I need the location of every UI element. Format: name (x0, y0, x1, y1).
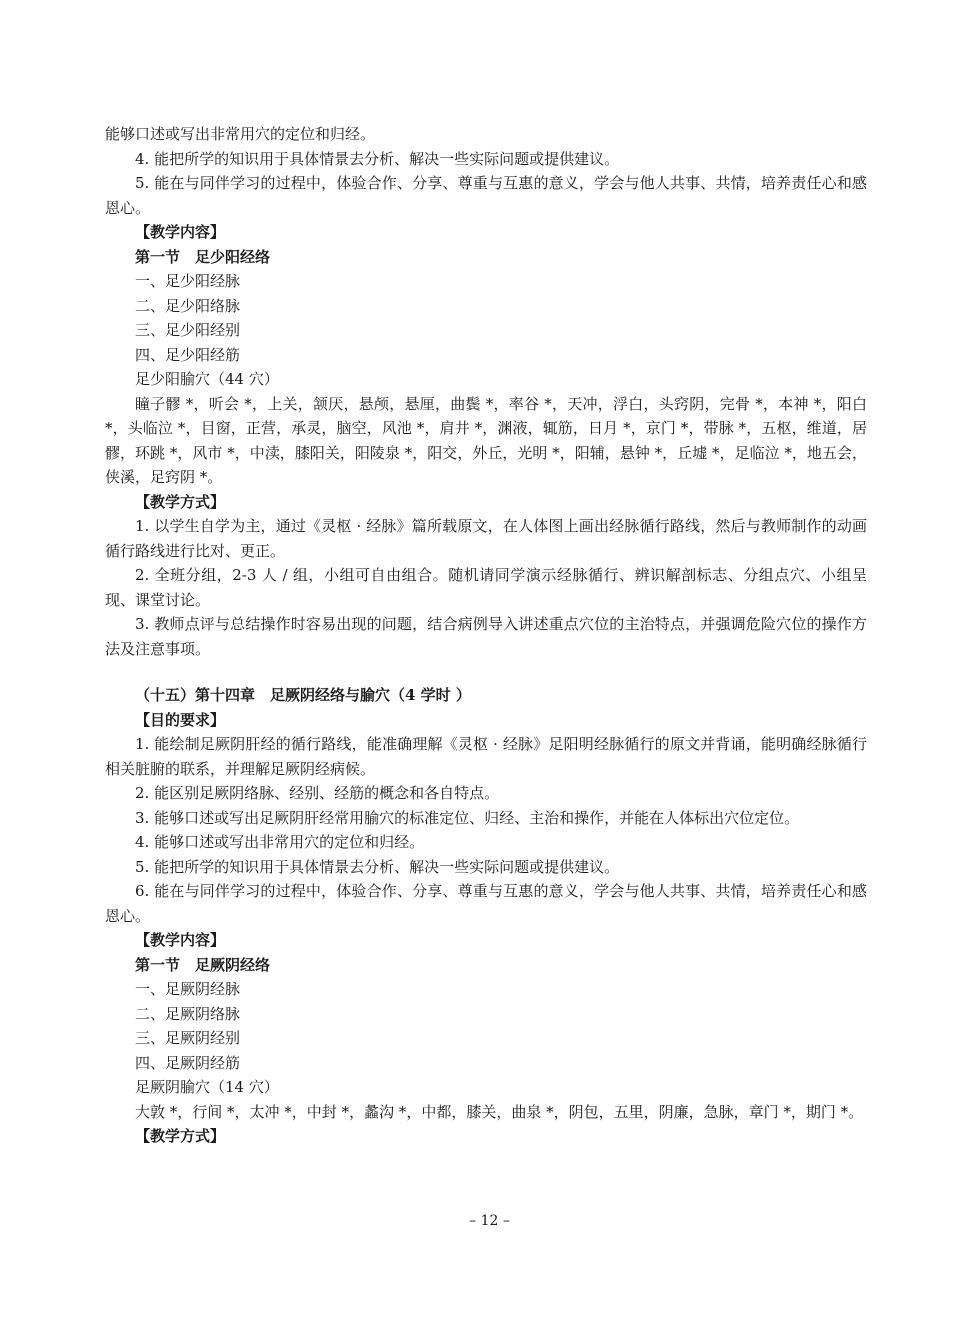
page-number: – 12 – (469, 1213, 510, 1229)
subsection-divergent: 三、足厥阴经别 (135, 1029, 241, 1047)
acupoints-title: 足厥阴腧穴（14 穴） (135, 1078, 279, 1096)
aim-item-5: 5. 能在与同伴学习的过程中，体验合作、分享、尊重与互惠的意义，学会与他人共事、共情，培养责任心和感恩心。 (105, 174, 867, 217)
subsection-collateral: 二、足少阳络脉 (135, 296, 241, 315)
subsection-sinew: 四、足少阳经筋 (135, 345, 241, 364)
content-heading: 【教学内容】 (135, 931, 226, 949)
subsection-collateral: 二、足厥阴络脉 (135, 1004, 241, 1023)
method-heading: 【教学方式】 (135, 1127, 226, 1145)
aim-item-4: 4. 能够口述或写出非常用穴的定位和归经。 (135, 833, 425, 851)
aim-item-4: 4. 能把所学的知识用于具体情景去分析、解决一些实际问题或提供建议。 (135, 149, 620, 168)
chapter-title: （十五）第十四章 足厥阴经络与腧穴（4 学时 ） (135, 686, 471, 704)
subsection-meridian: 一、足厥阴经脉 (135, 980, 241, 998)
aim-item-1: 1. 能绘制足厥阴肝经的循行路线，能准确理解《灵枢 · 经脉》足阳明经脉循行的原文并背诵，能明确经脉循行相关脏腑的联系，并理解足厥阴经病候。 (105, 735, 867, 778)
acupoints-list: 大敦 *，行间 *，太冲 *，中封 *，蠡沟 *，中都，膝关，曲泉 *，阴包，五里，阴廉，急脉，章门 *，期门 *。 (135, 1102, 864, 1121)
subsection-meridian: 一、足少阳经脉 (135, 272, 241, 290)
aim-item-2: 2. 能区别足厥阴络脉、经别、经筋的概念和各自特点。 (135, 784, 500, 802)
aim-item-3: 3. 能够口述或写出足厥阴肝经常用腧穴的标准定位、归经、主治和操作，并能在人体标出穴位定位。 (135, 808, 800, 827)
acupoints-title: 足少阳腧穴（44 穴） (135, 370, 279, 388)
aim-item-6: 6. 能在与同伴学习的过程中，体验合作、分享、尊重与互惠的意义，学会与他人共事、共情，培养责任心和感恩心。 (105, 882, 867, 925)
content-heading: 【教学内容】 (135, 223, 226, 241)
section-title: 第一节 足少阳经络 (135, 247, 271, 266)
method-item-1: 1. 以学生自学为主，通过《灵枢 · 经脉》篇所载原文，在人体图上画出经脉循行路线，然后与教师制作的动画循行路线进行比对、更正。 (105, 517, 867, 560)
method-item-3: 3. 教师点评与总结操作时容易出现的问题，结合病例导入讲述重点穴位的主治特点，并强调危险穴位的操作方法及注意事项。 (105, 615, 867, 658)
continued-line: 能够口述或写出非常用穴的定位和归经。 (105, 125, 376, 143)
subsection-divergent: 三、足少阳经别 (135, 321, 241, 339)
document-body (105, 122, 867, 1149)
aim-item-5: 5. 能把所学的知识用于具体情景去分析、解决一些实际问题或提供建议。 (135, 857, 620, 876)
acupoints-list: 瞳子髎 *，听会 *，上关，颔厌，悬颅，悬厘，曲鬓 *，率谷 *，天冲，浮白，头窍阴，完骨 *，本神 *，阳白 *，头临泣 *，目窗，正营，承灵，脑空，风池 *，肩井 *，渊液，辄筋，日月 *，京门 *，带脉 *，五枢，维道，居髎，环跳 *，风市 *，中渎，膝阳关，阳陵泉 *，阳交，外丘，光明 *，阳辅，悬钟 *，丘墟 *，足临泣 *，地五会，侠溪，足窍阴 *。 (105, 394, 867, 486)
section-title: 第一节 足厥阴经络 (135, 955, 271, 974)
subsection-sinew: 四、足厥阴经筋 (135, 1053, 241, 1072)
aim-heading: 【目的要求】 (135, 710, 226, 729)
method-heading: 【教学方式】 (135, 492, 226, 511)
method-item-2: 2. 全班分组，2-3 人 / 组，小组可自由组合。随机请同学演示经脉循行、辨识解剖标志、分组点穴、小组呈现、课堂讨论。 (105, 566, 867, 609)
